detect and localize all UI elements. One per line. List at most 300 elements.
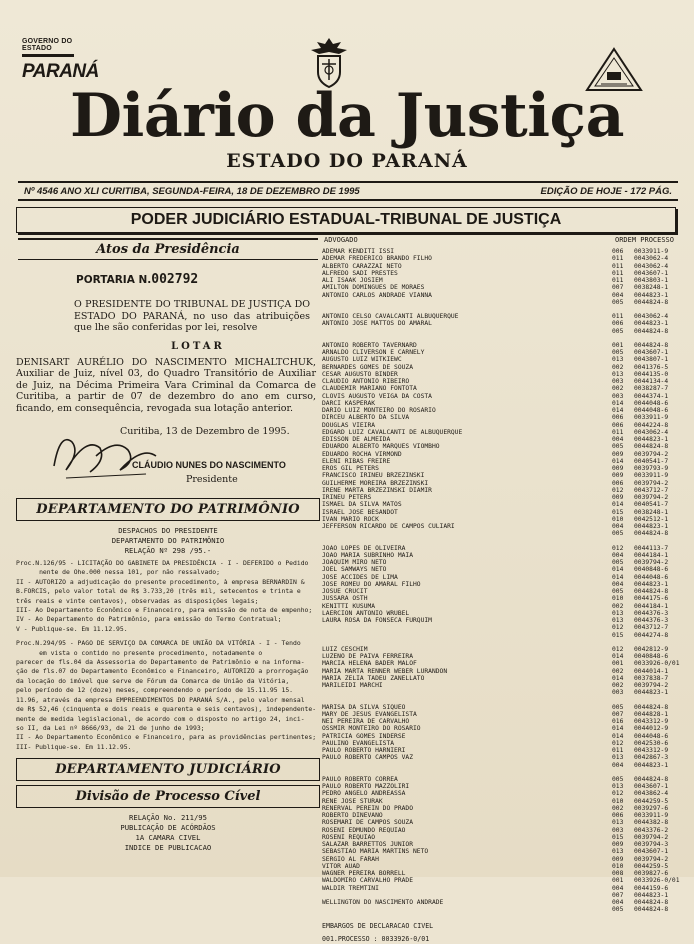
lawyer-order: 014 [612, 407, 624, 414]
lawyer-order: 005 [612, 588, 624, 595]
lawyer-name: IVAN MARIO ROCK [322, 515, 379, 523]
lawyer-name [322, 624, 612, 631]
lawyer-order: 002 [612, 602, 624, 610]
lawyer-name [322, 906, 612, 913]
lawyer-process: 0044823-1 [634, 761, 669, 769]
lawyer-process: 0044048-6 [634, 573, 669, 581]
lawyer-process: 0044135-0 [634, 370, 669, 378]
lawyer-order: 005 [612, 703, 624, 711]
lawyer-process: 0044274-8 [634, 631, 669, 639]
gov-small-label: GOVERNO DO ESTADO [22, 38, 73, 52]
lawyer-row [322, 328, 682, 335]
lawyer-row [322, 277, 682, 284]
lawyer-process: 0033926-0/01 [634, 660, 680, 668]
lawyer-order: 003 [612, 689, 624, 697]
lawyer-order: 010 [612, 862, 624, 870]
lawyer-process: 0044823-1 [634, 291, 669, 299]
lawyer-order: 010 [612, 515, 624, 523]
lawyer-process: 0044014-1 [634, 667, 669, 675]
lawyer-order: 014 [612, 732, 624, 740]
lawyer-row [322, 718, 682, 725]
lawyer-name: PEDRO ANGELO ANDREASSA [322, 790, 406, 798]
patrimonio-line: três reais e vinte centavos), observadas as disposições legais; [16, 596, 259, 605]
lawyer-name: WELLINGTON DO NASCIMENTO ANDRADE [322, 899, 444, 906]
lawyer-row [322, 675, 682, 682]
lawyer-order: 005 [612, 530, 624, 538]
lawyer-order: 015 [612, 833, 624, 841]
lawyer-name: ISMAEL DA SILVA MATOS [322, 501, 402, 509]
lawyer-process: 0039794-3 [634, 841, 669, 848]
lawyer-row [322, 436, 682, 443]
lawyer-process: 0044823-1 [634, 523, 669, 530]
lawyer-process: 0044259-5 [634, 862, 669, 870]
patrimonio-line: III- Ao Departamento Econômico e Financeiro, para emissão de nota de empenho; [16, 606, 313, 615]
lawyer-process: 0037838-7 [634, 674, 669, 682]
lawyer-row [322, 877, 682, 884]
lawyer-order: 013 [612, 609, 624, 617]
lawyer-row [322, 248, 682, 255]
lawyer-name: RENERVAL PEREIN DO PRADO [322, 804, 413, 812]
lawyer-order: 007 [612, 284, 624, 292]
lawyer-name: NEI PEREIRA DE CARVALHO [322, 718, 410, 725]
lawyer-order: 013 [612, 754, 624, 762]
lawyer-process: 0041376-5 [634, 363, 669, 371]
group-gap [322, 306, 682, 313]
lawyer-row [322, 848, 682, 855]
lawyer-row [322, 574, 682, 581]
lawyer-row [322, 422, 682, 429]
lawyer-process: 0044823-1 [634, 891, 669, 899]
lawyer-process: 0043607-1 [634, 269, 669, 277]
lawyer-name: ROBERTO DINEVANO [322, 812, 383, 819]
lawyer-name: EROS GIL PETERS [322, 465, 379, 472]
lawyer-row [322, 516, 682, 523]
list-header-advogado: ADVOGADO [324, 236, 358, 244]
lawyer-row [322, 610, 682, 617]
patrimonio-line: da locação do imóvel que serve de Fórum da Comarca de União da Vitória, [16, 676, 290, 685]
right-column [322, 236, 682, 944]
lawyer-order: 015 [612, 631, 624, 639]
lawyer-name: MARIA ZELIA TADEU ZANELLATO [322, 674, 425, 682]
lawyer-row [322, 595, 682, 602]
lawyer-name: LAURA ROSA DA FONSECA FURQUIM [322, 617, 432, 624]
lawyer-name: ANTONIO CARLOS ANDRADE VIANNA [322, 291, 432, 299]
lawyer-name: ANTONIO JOSÉ MATTOS DO AMARAL [322, 320, 432, 328]
lotar-heading: LOTAR [171, 340, 225, 352]
patrimonio-line: Proc.N.294/95 - PAGO DE SERVIÇO DA COMARCA DE UNIÃO DA VITÓRIA - I - Tendo [16, 639, 301, 648]
lawyer-process: 0044159-6 [634, 884, 669, 892]
lawyer-name: IRINEU PETERS [322, 494, 372, 501]
lawyer-process: 0043062-4 [634, 313, 669, 320]
lawyer-name: ALBERTO CARAZZAI NETO [322, 262, 402, 270]
lawyer-process: 0033911-9 [634, 248, 669, 255]
lawyer-name: ANTONIO ROBERTO TAVERNARD [322, 341, 417, 349]
lawyer-order: 012 [612, 486, 624, 494]
lawyer-name: EDUARDO ALBERTO MARQUES VIOMBHO [322, 443, 440, 451]
lawyer-order: 012 [612, 739, 624, 747]
lawyer-name: WALDOMIRO CARVALHO PRADE [322, 877, 413, 885]
lawyer-row [322, 740, 682, 747]
patrimonio-line: Proc.N.126/95 - LICITAÇÃO DO GABINETE DA PRESIDÊNCIA - I - DEFERIDO o Pedido [16, 559, 309, 567]
lawyer-process: 0044823-1 [634, 320, 669, 328]
lawyer-name: BERNARDES GOMES DE SOUZA [322, 363, 413, 371]
lawyer-name: MARCIA HELENA BADER MALOF [322, 660, 417, 668]
lawyer-row [322, 429, 682, 436]
lawyer-row [322, 501, 682, 508]
patrimonio-line: IV - Ao Departamento do Patrimônio, para emissão do Termo Contratual; [16, 615, 282, 624]
lawyer-process: 0044224-8 [634, 421, 669, 429]
lawyer-order: 011 [612, 747, 624, 754]
lawyer-name: WALDIR TREMTINI [322, 884, 379, 892]
lawyer-name [322, 530, 612, 537]
lawyer-order: 004 [612, 884, 624, 892]
lawyer-name: EDISSON DE ALMEIDA [322, 436, 391, 443]
lawyer-order: 007 [612, 710, 624, 718]
patrimonio-line: so II, da Lei nº 8666/93, de 21 de junho de 1993; [16, 723, 205, 732]
lawyer-order: 015 [612, 508, 624, 516]
lawyer-order: 009 [612, 855, 624, 863]
lawyer-name: GUILHERME MOREIRA BRZEZINSKI [322, 479, 429, 487]
lawyer-order: 012 [612, 544, 624, 552]
lawyer-row [322, 870, 682, 877]
lawyer-order: 009 [612, 465, 624, 472]
judiciario-heading: DEPARTAMENTO JUDICIÁRIO [16, 758, 320, 781]
lawyer-process: 0043062-4 [634, 262, 669, 270]
lawyer-name: JEFFERSON RICARDO DE CAMPOS CULIARI [322, 523, 455, 530]
lawyer-row [322, 827, 682, 834]
lawyer-name: JUSSARA OSTH [322, 595, 368, 603]
lawyer-order: 014 [612, 566, 624, 574]
patrimonio-line: II - Ao Departamento Econômico e Financeiro, para as providências pertinentes; [16, 733, 317, 742]
lawyer-name: DIRCEU ALBERTO DA SILVA [322, 414, 410, 422]
patrimonio-line: pelo período de 12 (doze) meses, compreendendo o período de 15.11.95 15. [16, 686, 294, 695]
signer-role: Presidente [186, 474, 238, 485]
lawyer-row [322, 393, 682, 400]
lawyer-process: 0033911-9 [634, 812, 669, 819]
lawyer-process: 0044824-8 [634, 530, 669, 538]
lawyer-name: EDGARD LUIZ CAVALCANTI DE ALBUQUERQUE [322, 428, 463, 436]
lawyer-name: ADEMAR KENDITI ISSI [322, 248, 395, 255]
lawyer-order: 002 [612, 667, 624, 675]
portaria-label: PORTARIA N. [76, 274, 152, 286]
lawyer-process: 0038248-1 [634, 508, 669, 516]
lawyer-name [322, 762, 612, 769]
lawyer-name: ANTONIO CELSO CAVALCANTI ALBUQUERQUE [322, 313, 459, 320]
lawyer-process: 0044376-3 [634, 609, 669, 617]
lawyer-name: LUIZ CESCHIM [322, 645, 368, 653]
signature-place-date: Curitiba, 13 de Dezembro de 1995. [120, 426, 290, 437]
lawyer-process: 0043803-1 [634, 277, 669, 284]
lawyer-order: 002 [612, 682, 624, 689]
lawyer-process: 0044134-4 [634, 378, 669, 385]
lawyer-row [322, 566, 682, 573]
lawyer-row [322, 711, 682, 718]
lawyer-row [322, 798, 682, 805]
lawyer-row [322, 668, 682, 675]
lawyer-name: AMILTON DOMINGUES DE MORAES [322, 284, 425, 292]
lawyer-row [322, 660, 682, 667]
lawyer-process: 0044376-3 [634, 617, 669, 624]
edition-info-bar [18, 181, 678, 201]
lawyer-name: EDUARDO ROCHA VIRMOND [322, 450, 402, 458]
lawyer-order: 003 [612, 826, 624, 834]
lawyer-name: ARNALDO CLIVERSON E CARNELY [322, 349, 425, 356]
group-gap [322, 697, 682, 704]
lawyer-process: 0044259-5 [634, 797, 669, 805]
lawyer-process: 0039794-2 [634, 479, 669, 487]
lawyer-row [322, 783, 682, 790]
lawyer-row [322, 812, 682, 819]
lawyer-row [322, 509, 682, 516]
lawyer-row [322, 472, 682, 479]
lawyer-order: 014 [612, 573, 624, 581]
lawyer-process: 0033911-9 [634, 414, 669, 422]
lawyer-process: 0039794-2 [634, 833, 669, 841]
lawyer-name: PATRICIA GOMES INDERSE [322, 732, 406, 740]
lawyer-name [322, 689, 612, 696]
lawyer-process: 0044824-8 [634, 703, 669, 711]
lawyer-name [322, 632, 612, 639]
lawyer-order: 005 [612, 349, 624, 356]
lawyer-process: 0040541-7 [634, 501, 669, 509]
lawyer-row [322, 906, 682, 913]
lawyer-row [322, 320, 682, 327]
lawyer-name: CLAUDEMIR MARIANO FONTOTA [322, 385, 417, 393]
lawyer-name: DARIO LUIZ MONTEIRO DO ROSARIO [322, 407, 436, 414]
lawyer-process: 0039794-2 [634, 559, 669, 566]
lawyer-order: 011 [612, 277, 624, 284]
lawyer-row [322, 356, 682, 363]
lawyer-row [322, 313, 682, 320]
lawyer-order: 005 [612, 559, 624, 566]
lawyer-name: SALAZAR BARRETTOS JUNIOR [322, 841, 413, 848]
lawyer-order: 005 [612, 298, 624, 306]
lawyer-name [322, 328, 612, 335]
lawyer-order: 011 [612, 313, 624, 320]
lawyer-name: MARY DE JESUS EVANGELISTA [322, 710, 417, 718]
processo-line: 001.PROCESSO : 0033926-0/01 [322, 934, 430, 943]
lawyer-order: 012 [612, 624, 624, 632]
lawyer-order: 013 [612, 617, 624, 624]
lawyer-row [322, 284, 682, 291]
patrimonio-line: ção de fls.07 do Departamento Econômico e Financeiro, AUTORIZO a prorrogação [16, 667, 309, 676]
group-gap [322, 769, 682, 776]
lawyer-order: 004 [612, 291, 624, 299]
lawyer-row [322, 480, 682, 487]
lawyer-order: 001 [612, 660, 624, 668]
list-header [322, 236, 682, 244]
lawyer-process: 0039793-9 [634, 465, 669, 472]
divisao-heading: Divisão de Processo Cível [16, 785, 320, 808]
lawyer-process: 0039827-6 [634, 870, 669, 877]
lawyer-process: 0039794-2 [634, 682, 669, 689]
lawyer-order: 011 [612, 262, 624, 270]
lawyer-order: 007 [612, 891, 624, 899]
portaria-title [76, 272, 320, 287]
patrimonio-line: nente de Ohe.000 nessa 101, por não ressalvado; [16, 568, 220, 577]
lawyer-name: ROSEMARI DE CAMPOS SOUZA [322, 819, 413, 827]
lawyer-row [322, 263, 682, 270]
lawyer-row [322, 776, 682, 783]
lawyer-row [322, 682, 682, 689]
lawyer-order: 006 [612, 414, 624, 422]
lawyer-row [322, 342, 682, 349]
portaria-intro: O PRESIDENTE DO TRIBUNAL DE JUSTIÇA DO ESTADO DO PARANÁ, no uso das atribuições que lhe são conferidas por lei, resolve [74, 299, 310, 333]
logo-bar [22, 54, 74, 57]
lawyer-row [322, 863, 682, 870]
lawyer-name: JOAO MARIA SUBRINHO MAIA [322, 551, 413, 559]
lawyer-name: JOSE ACCIDES DE LIMA [322, 573, 398, 581]
lawyer-row [322, 378, 682, 385]
lawyer-row [322, 762, 682, 769]
lawyer-row [322, 400, 682, 407]
embargos-line: EMBARGOS DE DECLARACAO CIVEL [322, 921, 434, 930]
patrimonio-heading: DEPARTAMENTO DO PATRIMÔNIO [16, 498, 320, 521]
edition-pages: EDIÇÃO DE HOJE - 172 PÁG. [540, 185, 672, 197]
lawyer-order: 009 [612, 450, 624, 458]
lawyer-name: CLOVIS AUGUSTO VEIGA DA COSTA [322, 392, 432, 400]
lawyer-row [322, 588, 682, 595]
lawyer-name: LUZENO DE PAIVA FERREIRA [322, 653, 413, 660]
lawyer-row [322, 349, 682, 356]
lawyer-name [322, 892, 612, 899]
lawyer-row [322, 371, 682, 378]
lawyer-process: 0040848-6 [634, 653, 669, 660]
edition-number-date: Nº 4546 ANO XLI CURITIBA, SEGUNDA-FEIRA, 18 DE DEZEMBRO DE 1995 [24, 185, 360, 197]
patrimonio-line: mente de medida legislacional, de acordo com o disposto no artigo 24, inci- [16, 714, 305, 723]
lawyer-row [322, 733, 682, 740]
lawyer-process: 0038287-7 [634, 385, 669, 393]
lawyer-row [322, 704, 682, 711]
lawyer-row [322, 465, 682, 472]
lawyer-process: 0044382-8 [634, 819, 669, 827]
left-column [16, 238, 320, 853]
lawyer-order: 004 [612, 761, 624, 769]
lawyer-order: 014 [612, 457, 624, 465]
lawyer-order: 001 [612, 341, 624, 349]
lawyer-name: VITOR AUAD [322, 862, 360, 870]
lawyer-order: 005 [612, 443, 624, 451]
lawyer-row [322, 530, 682, 537]
lawyer-order: 010 [612, 797, 624, 805]
section-banner: PODER JUDICIÁRIO ESTADUAL-TRIBUNAL DE JUSTIÇA [16, 207, 676, 233]
lawyer-row [322, 407, 682, 414]
lawyer-process: 0044824-8 [634, 899, 669, 906]
lawyer-process: 0044175-6 [634, 595, 669, 603]
lawyer-order: 009 [612, 841, 624, 848]
lawyer-order: 005 [612, 906, 624, 914]
lawyer-row [322, 725, 682, 732]
lawyer-row [322, 545, 682, 552]
lawyer-row [322, 364, 682, 371]
lawyer-name: PAULO ROBERTO MAZZOLIRI [322, 783, 410, 790]
lawyer-order: 003 [612, 392, 624, 400]
lawyer-process: 0039794-2 [634, 855, 669, 863]
lawyer-name: JOSUE CRUCIT [322, 588, 368, 595]
lawyer-name: CESAR AUGUSTO BINDER [322, 370, 398, 378]
lawyer-order: 006 [612, 320, 624, 328]
lawyer-process: 0044824-8 [634, 341, 669, 349]
lawyer-row [322, 414, 682, 421]
patrimonio-line: 11.96, através da empresa EMPREENDIMENTOS DO PARANÁ S/A., pelo valor mensal [16, 695, 305, 704]
lawyer-process: 0042812-9 [634, 645, 669, 653]
lawyer-name: CLAUDIO ANTONIO RIBEIRO [322, 378, 410, 385]
lawyer-order: 002 [612, 804, 624, 812]
relacao-211: RELAÇÃO No. 211/95 [129, 813, 207, 823]
patrimonio-line: B.FORCIS, pelo valor total de R$ 3.733,20 (três mil, setecentos e trinta e [16, 587, 301, 596]
lawyer-order: 014 [612, 399, 624, 407]
lawyer-row [322, 856, 682, 863]
lawyer-name: PAULINO EVANGELISTA [322, 739, 395, 747]
governo-parana-logo [22, 38, 97, 86]
lawyer-row [322, 494, 682, 501]
lawyer-name: KENITTI KUSUMA [322, 602, 376, 610]
lawyer-row [322, 523, 682, 530]
lawyer-row [322, 885, 682, 892]
lawyer-name: JOEL SAMWAYS NETO [322, 566, 387, 574]
lawyer-process: 0042867-3 [634, 754, 669, 762]
lawyer-process: 0044824-8 [634, 775, 669, 783]
group-gap [322, 639, 682, 646]
lawyer-list [322, 248, 682, 914]
lawyer-row [322, 292, 682, 299]
lawyer-row [322, 255, 682, 262]
lawyer-row [322, 603, 682, 610]
lawyer-row [322, 270, 682, 277]
lawyer-process: 0043712-7 [634, 624, 669, 632]
relacao-number: RELAÇÃO Nº 298 /95.- [124, 546, 212, 555]
lawyer-name: JOSE ROMEU DO AMARAL FILHO [322, 580, 421, 588]
lawyer-order: 014 [612, 653, 624, 660]
lawyer-order: 010 [612, 595, 624, 603]
patrimonio-line: III- Publique-se. Em 11.12.95. [16, 742, 132, 751]
lawyer-row [322, 581, 682, 588]
lawyer-order: 005 [612, 327, 624, 335]
patrimonio-line: II - AUTORIZO a adjudicação do presente procedimento, à empresa BERNARDIN & [16, 577, 305, 586]
lawyer-name: PAULO ROBERTO CORREA [322, 775, 398, 783]
lawyer-process: 0040541-7 [634, 457, 669, 465]
dept-patrimonio-sub: DEPARTAMENTO DO PATRIMÔNIO [111, 536, 225, 545]
lawyer-row [322, 834, 682, 841]
list-header-ordem: ORDEM PROCESSO [614, 236, 674, 244]
lawyer-order: 006 [612, 248, 624, 255]
lawyer-name: AUGUSTO LUIZ WITKIEWC [322, 356, 402, 364]
lawyer-order: 004 [612, 580, 624, 588]
lawyer-order: 013 [612, 819, 624, 827]
lawyer-order: 013 [612, 356, 624, 364]
lawyer-order: 011 [612, 428, 624, 436]
patrimonio-line: de R$ 52,46 (cinquenta e dois reais e quarenta e seis centavos), independente- [16, 705, 317, 714]
lawyer-order: 013 [612, 783, 624, 790]
lawyer-name [322, 299, 612, 306]
lawyer-row [322, 754, 682, 761]
lawyer-order: 008 [612, 870, 624, 877]
lawyer-order: 004 [612, 899, 624, 906]
lawyer-name: WAGNER PEREIRA BORRELL [322, 870, 406, 877]
lawyer-row [322, 646, 682, 653]
lawyer-process: 0043607-1 [634, 349, 669, 356]
lawyer-name: DARCI KASPERAK [322, 399, 376, 407]
lawyer-order: 014 [612, 725, 624, 733]
patrimonio-line: parecer de fls.04 da Assessoria do Departamento de Patrimônio e na informa- [16, 658, 305, 667]
lawyer-process: 0043062-4 [634, 255, 669, 263]
lawyer-process: 0043062-4 [634, 428, 669, 436]
lawyer-process: 0044824-8 [634, 443, 669, 451]
lawyer-order: 005 [612, 775, 624, 783]
lawyer-name: ALI ISAAK JOSIEM [322, 277, 383, 284]
lawyer-name: FRANCISCO IRINEU BRZEZINSKI [322, 472, 425, 480]
lawyer-order: 013 [612, 848, 624, 856]
